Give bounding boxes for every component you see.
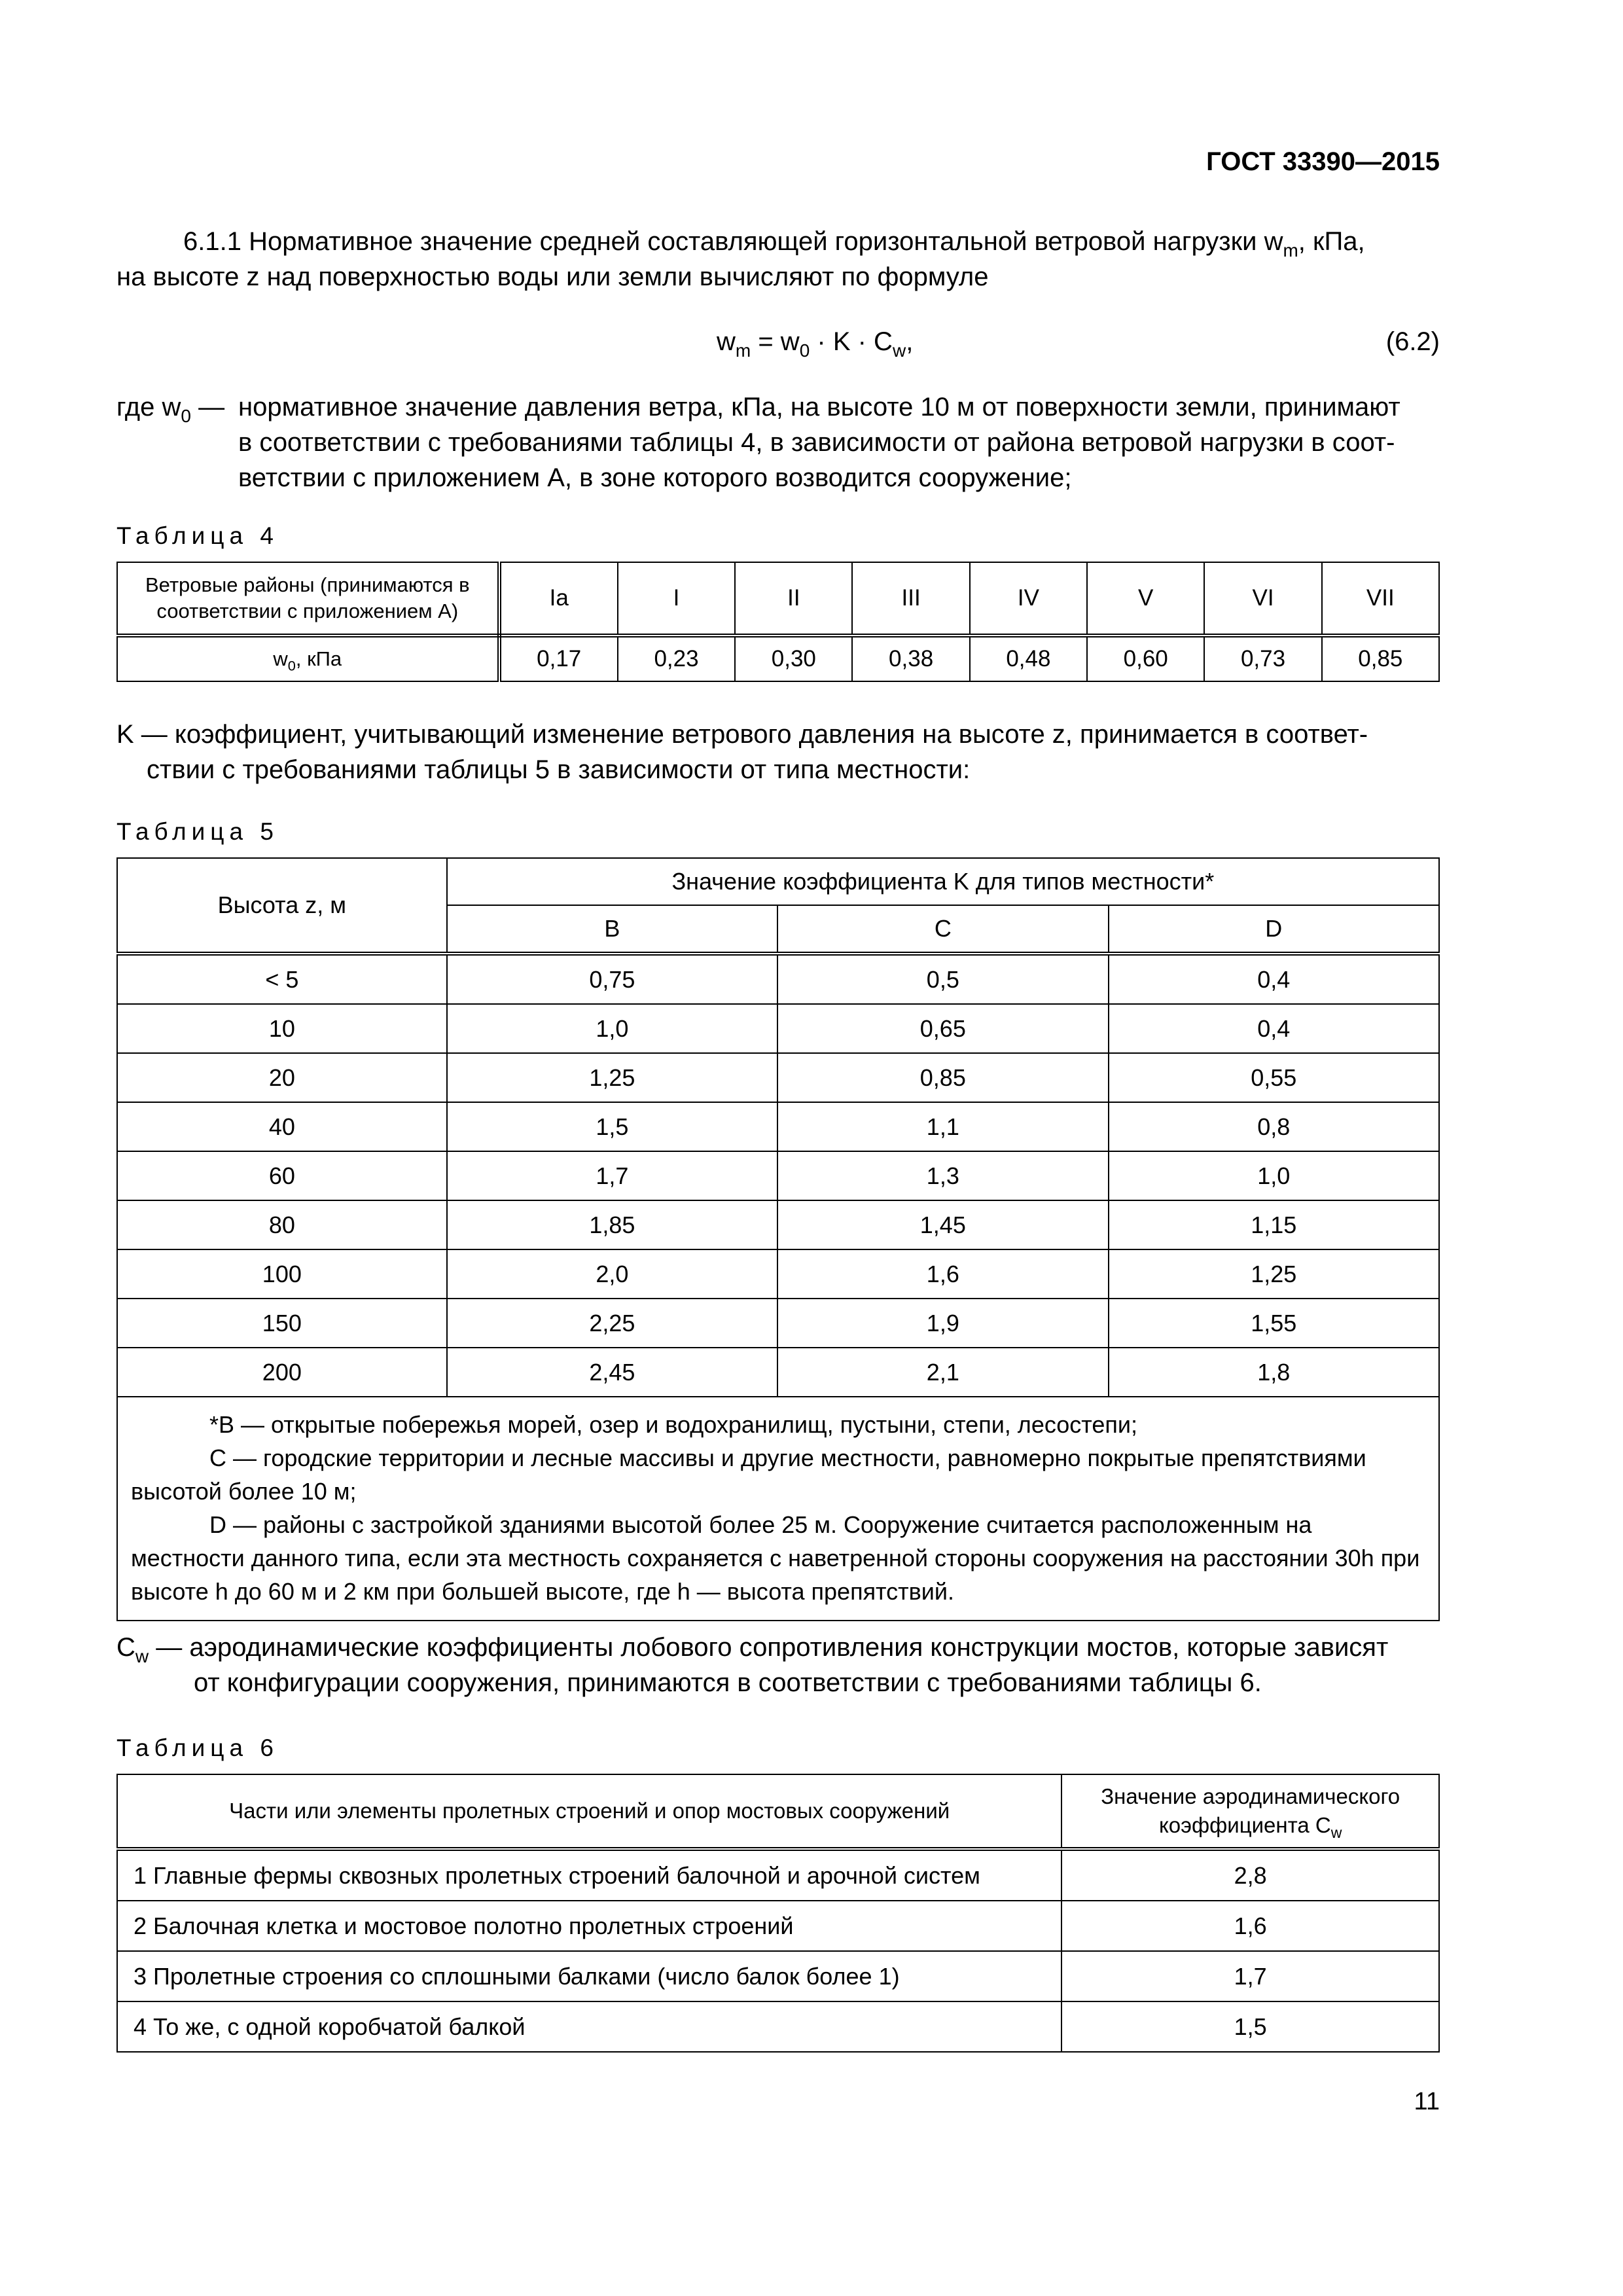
clause-text-end: , кПа,	[1298, 227, 1365, 256]
table5-note: D — районы с застройкой зданиями высотой более 25 м. Сооружение считается расположенным на местности данного типа, если эта местность сохраняется с наветренной стороны сооружения на расстоянии 30h при высоте h до 60 м и 2 км при большей высоте, где h — высота препятствий.	[131, 1511, 1420, 1605]
table5-value-b: 2,25	[447, 1299, 777, 1348]
clause-line-2: на высоте z над поверхностью воды или земли вычисляют по формуле	[116, 262, 989, 291]
table4-region: I	[618, 562, 735, 636]
table4-row-label	[117, 636, 499, 681]
table4-row-label-sub: 0	[287, 657, 296, 674]
where-w0-label: где w	[116, 393, 181, 422]
table4-region: III	[852, 562, 969, 636]
table5-col-group: Значение коэффициента K для типов местности*	[447, 858, 1439, 905]
table6-part: 2 Балочная клетка и мостовое полотно пролетных строений	[117, 1901, 1061, 1951]
table5-value-b: 1,5	[447, 1102, 777, 1151]
table5-value-d: 1,55	[1109, 1299, 1439, 1348]
table4-value: 0,17	[499, 636, 618, 681]
table4-row-label-unit: , кПа	[295, 647, 342, 670]
formula-sub-m: m	[735, 340, 751, 361]
table6-col-value-text: коэффициента C	[1158, 1813, 1331, 1837]
table5-value-b: 1,25	[447, 1053, 777, 1102]
formula-lhs: w	[717, 327, 736, 356]
table4-value: 0,30	[735, 636, 852, 681]
clause-line-1	[183, 224, 1365, 259]
table4-value: 0,60	[1087, 636, 1204, 681]
table-row	[117, 954, 1439, 1004]
table-row	[117, 1951, 1439, 2001]
table5-value-b: 2,0	[447, 1249, 777, 1299]
table5-subcol: B	[447, 905, 777, 954]
formula-end: ,	[906, 327, 914, 356]
where-w0-line-2: в соответствии с требованиями таблицы 4, в зависимости от района ветровой нагрузки в соот-	[238, 428, 1395, 457]
table6-part: 4 То же, с одной коробчатой балкой	[117, 2001, 1061, 2052]
table6-caption: Таблица 6	[116, 1734, 279, 1761]
formula-eq: = w	[751, 327, 800, 356]
where-k-line-2: ствии с требованиями таблицы 5 в зависимости от типа местности:	[147, 755, 971, 784]
table4-region: II	[735, 562, 852, 636]
table-row	[117, 1249, 1439, 1299]
table5-col-height: Высота z, м	[117, 858, 447, 954]
table6-col-value-line-1: Значение аэродинамического	[1101, 1784, 1400, 1808]
table5-height: 40	[117, 1102, 447, 1151]
clause-text: 6.1.1 Нормативное значение средней составляющей горизонтальной ветровой нагрузки w	[183, 227, 1283, 256]
table5-subcol: C	[777, 905, 1108, 954]
table-row	[117, 1102, 1439, 1151]
table5-value-d: 1,25	[1109, 1249, 1439, 1299]
table5-value-b: 2,45	[447, 1348, 777, 1397]
table4-region: IV	[970, 562, 1087, 636]
table5-value-b: 1,0	[447, 1004, 777, 1053]
table6-value: 1,6	[1061, 1901, 1439, 1951]
table6-col-value-sub: w	[1330, 1824, 1342, 1842]
table5-value-c: 1,1	[777, 1102, 1108, 1151]
table5-value-c: 2,1	[777, 1348, 1108, 1397]
table5-value-c: 0,5	[777, 954, 1108, 1004]
table-row	[117, 1053, 1439, 1102]
table5-height: 20	[117, 1053, 447, 1102]
where-w0-line-3: ветствии с приложением А, в зоне которого возводится сооружение;	[238, 463, 1072, 492]
table5-caption: Таблица 5	[116, 818, 279, 845]
table5-note: *B — открытые побережья морей, озер и водохранилищ, пустыни, степи, лесостепи;	[209, 1411, 1137, 1438]
table5-value-d: 0,4	[1109, 954, 1439, 1004]
page-number: 11	[1414, 2088, 1440, 2115]
where-cw-line-1	[116, 1630, 1440, 1665]
where-k-line-1: K — коэффициент, учитывающий изменение ветрового давления на высоте z, принимается в соответ-	[116, 720, 1368, 749]
table5-height: 60	[117, 1151, 447, 1200]
table5-height: 80	[117, 1200, 447, 1249]
table-row	[117, 1901, 1439, 1951]
table-row	[117, 1004, 1439, 1053]
table4-value: 0,23	[618, 636, 735, 681]
table5-value-b: 1,85	[447, 1200, 777, 1249]
where-w0-line-1: нормативное значение давления ветра, кПа, на высоте 10 м от поверхности земли, принимают	[238, 393, 1400, 422]
table5-value-c: 1,9	[777, 1299, 1108, 1348]
table4-value: 0,85	[1322, 636, 1439, 681]
table4-region: VI	[1204, 562, 1321, 636]
table4-value: 0,48	[970, 636, 1087, 681]
table5-note: C — городские территории и лесные массивы и другие местности, равномерно покрытые препятствиями высотой более 10 м;	[131, 1444, 1366, 1505]
table4-value: 0,73	[1204, 636, 1321, 681]
table-row	[117, 1151, 1439, 1200]
table5-height: 200	[117, 1348, 447, 1397]
table5-value-d: 0,4	[1109, 1004, 1439, 1053]
table5-value-d: 0,55	[1109, 1053, 1439, 1102]
table5-value-b: 0,75	[447, 954, 777, 1004]
table5-height: < 5	[117, 954, 447, 1004]
where-cw-sub: w	[135, 1645, 149, 1666]
where-w0-prefix	[116, 389, 224, 425]
table6-value: 2,8	[1061, 1849, 1439, 1901]
formula-mid: · K · C	[810, 327, 893, 356]
table5-value-b: 1,7	[447, 1151, 777, 1200]
table5-value-c: 1,6	[777, 1249, 1108, 1299]
table5-value-d: 0,8	[1109, 1102, 1439, 1151]
table4-region: Ia	[499, 562, 618, 636]
where-cw-text: — аэродинамические коэффициенты лобового сопротивления конструкции мостов, которые зависят	[149, 1633, 1389, 1662]
table4	[116, 562, 1440, 682]
table4-region: V	[1087, 562, 1204, 636]
table5-value-d: 1,0	[1109, 1151, 1439, 1200]
document-header: ГОСТ 33390—2015	[1206, 147, 1440, 176]
formula-sub-0: 0	[799, 340, 810, 361]
table6-col-value-line-2	[1062, 1811, 1438, 1840]
table6-col-value	[1061, 1774, 1439, 1849]
table5	[116, 857, 1440, 1621]
where-w0-sub: 0	[181, 405, 191, 426]
table5-height: 150	[117, 1299, 447, 1348]
table5-notes	[117, 1397, 1439, 1621]
table5-value-d: 1,8	[1109, 1348, 1439, 1397]
table4-region: VII	[1322, 562, 1439, 636]
table5-value-c: 0,85	[777, 1053, 1108, 1102]
table6	[116, 1774, 1440, 2053]
formula-number: (6.2)	[1385, 327, 1440, 356]
table5-subcol: D	[1109, 905, 1439, 954]
formula	[717, 324, 913, 359]
table5-value-c: 0,65	[777, 1004, 1108, 1053]
where-cw-line-2: от конфигурации сооружения, принимаются в соответствии с требованиями таблицы 6.	[194, 1668, 1262, 1697]
table5-height: 10	[117, 1004, 447, 1053]
table-row	[117, 1348, 1439, 1397]
table4-header-label: Ветровые районы (принимаются в соответствии с приложением А)	[117, 562, 499, 636]
table4-value: 0,38	[852, 636, 969, 681]
table6-value: 1,5	[1061, 2001, 1439, 2052]
table4-row-label-w: w	[273, 647, 288, 670]
table-row	[117, 2001, 1439, 2052]
table6-value: 1,7	[1061, 1951, 1439, 2001]
where-w0-text	[238, 389, 1440, 495]
table6-part: 3 Пролетные строения со сплошными балками (число балок более 1)	[117, 1951, 1061, 2001]
where-w0-dash: —	[190, 393, 225, 422]
table-row	[117, 1200, 1439, 1249]
table-row	[117, 1299, 1439, 1348]
clause-subscript: m	[1283, 240, 1298, 260]
table-row	[117, 1849, 1439, 1901]
table6-col-parts: Части или элементы пролетных строений и опор мостовых сооружений	[117, 1774, 1061, 1849]
table6-part: 1 Главные фермы сквозных пролетных строений балочной и арочной систем	[117, 1849, 1061, 1901]
table5-value-d: 1,15	[1109, 1200, 1439, 1249]
where-cw-label: C	[116, 1633, 135, 1662]
table5-height: 100	[117, 1249, 447, 1299]
formula-sub-w: w	[892, 340, 906, 361]
table5-value-c: 1,3	[777, 1151, 1108, 1200]
table4-caption: Таблица 4	[116, 522, 279, 549]
table5-value-c: 1,45	[777, 1200, 1108, 1249]
